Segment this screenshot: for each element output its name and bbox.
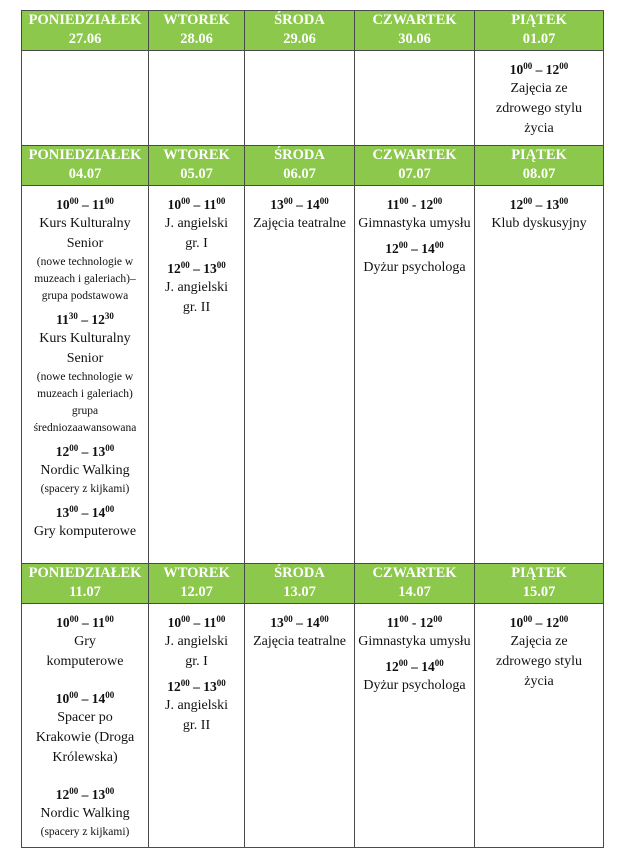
- day-name: ŚRODA: [274, 565, 325, 581]
- event-time: [248, 196, 351, 214]
- week-body-row: [22, 51, 604, 146]
- time-minutes: 00: [216, 260, 226, 270]
- time-minutes: 00: [319, 614, 329, 624]
- event-title: Gimnastyka umysłu: [358, 216, 471, 231]
- day-header-wtorek: [149, 564, 245, 604]
- time-hour: 13: [55, 505, 70, 520]
- day-name: ŚRODA: [274, 147, 325, 163]
- day-date: 30.06: [398, 31, 431, 47]
- day-name: PONIEDZIAŁEK: [28, 147, 142, 163]
- time-minutes: 00: [181, 614, 191, 624]
- day-header-sroda: [245, 564, 355, 604]
- time-minutes: 00: [559, 614, 569, 624]
- time-minutes: 00: [180, 260, 190, 270]
- time-minutes: 00: [69, 614, 79, 624]
- time-hour: 12: [545, 62, 560, 77]
- time-minutes: 30: [68, 311, 78, 321]
- event-title: J. angielski gr. II: [165, 280, 228, 315]
- day-cell-poniedzialek: [22, 604, 149, 848]
- time-minutes: 00: [180, 678, 190, 688]
- event-title: Gry komputerowe: [46, 634, 124, 669]
- time-hour: 12: [419, 615, 434, 630]
- day-header-poniedzialek: [22, 146, 149, 186]
- event-entry: [485, 61, 593, 139]
- time-separator: –: [78, 505, 92, 520]
- time-separator: –: [292, 615, 307, 630]
- event-entry: [33, 311, 137, 437]
- event-title: Zajęcia teatralne: [253, 634, 346, 649]
- event-title: J. angielski gr. I: [165, 216, 228, 251]
- time-hour: 11: [203, 615, 217, 630]
- event-time: [485, 61, 593, 79]
- time-minutes: 00: [283, 614, 293, 624]
- weekly-schedule: [21, 10, 603, 838]
- event-entry: [358, 658, 471, 696]
- time-hour: 14: [421, 659, 435, 674]
- time-separator: –: [190, 197, 204, 212]
- event-time: [33, 443, 137, 461]
- event-time: [33, 196, 137, 214]
- time-separator: –: [78, 691, 92, 706]
- event-entry: [358, 240, 471, 278]
- event-note: (spacery z kijkami): [40, 483, 130, 495]
- day-cell-czwartek: [355, 604, 475, 848]
- event-title: Zajęcia teatralne: [253, 216, 346, 231]
- event-time: [164, 260, 230, 278]
- time-hour: 11: [203, 197, 217, 212]
- time-hour: 11: [92, 197, 105, 212]
- event-entry: [358, 614, 471, 652]
- event-title: Gry komputerowe: [33, 524, 137, 539]
- time-hour: 12: [55, 787, 70, 802]
- time-minutes: 00: [69, 690, 79, 700]
- time-separator: -: [408, 615, 420, 630]
- time-hour: 12: [167, 679, 181, 694]
- week-body-row: [22, 604, 604, 848]
- time-minutes: 00: [105, 504, 115, 514]
- day-date: 28.06: [180, 31, 213, 47]
- time-minutes: 00: [399, 614, 409, 624]
- week-header-row: [22, 11, 604, 51]
- event-entry: [248, 614, 351, 652]
- event-entry: [164, 260, 230, 318]
- day-header-wtorek: [149, 11, 245, 51]
- time-minutes: 00: [181, 196, 191, 206]
- day-date: 13.07: [283, 584, 316, 600]
- time-hour: 12: [385, 659, 399, 674]
- event-time: [164, 614, 230, 632]
- day-header-czwartek: [355, 146, 475, 186]
- time-hour: 13: [270, 197, 284, 212]
- event-time: [358, 196, 471, 214]
- event-time: [358, 240, 471, 258]
- event-entry: [164, 196, 230, 254]
- time-separator: –: [532, 615, 546, 630]
- day-header-czwartek: [355, 564, 475, 604]
- day-header-piatek: [475, 564, 604, 604]
- day-cell-poniedzialek: [22, 51, 149, 146]
- day-header-sroda: [245, 11, 355, 51]
- time-minutes: 00: [69, 196, 79, 206]
- time-hour: 12: [167, 261, 181, 276]
- time-hour: 10: [167, 615, 182, 630]
- day-date: 27.06: [68, 31, 102, 47]
- time-hour: 10: [509, 62, 524, 77]
- event-time: [358, 658, 471, 676]
- day-date: 04.07: [68, 166, 102, 182]
- day-date: 29.06: [283, 31, 316, 47]
- day-name: WTOREK: [163, 12, 230, 28]
- time-hour: 13: [270, 615, 284, 630]
- event-entry: [478, 196, 600, 234]
- event-time: [35, 690, 135, 708]
- day-cell-piatek: [475, 51, 604, 146]
- time-minutes: 00: [559, 196, 569, 206]
- time-hour: 11: [386, 615, 400, 630]
- time-minutes: 30: [104, 311, 114, 321]
- day-date: 12.07: [180, 584, 213, 600]
- event-title: Zajęcia ze zdrowego stylu życia: [496, 634, 582, 689]
- time-minutes: 00: [434, 240, 444, 250]
- time-hour: 14: [306, 615, 320, 630]
- day-date: 11.07: [69, 584, 101, 600]
- day-header-piatek: [475, 146, 604, 186]
- day-date: 05.07: [180, 166, 213, 182]
- event-time: [35, 614, 135, 632]
- time-separator: –: [78, 444, 92, 459]
- event-entry: [35, 614, 135, 672]
- day-name: PONIEDZIAŁEK: [28, 12, 142, 28]
- day-header-piatek: [475, 11, 604, 51]
- time-hour: 10: [167, 197, 182, 212]
- event-entry: [164, 678, 230, 736]
- event-title: Dyżur psychologa: [363, 260, 466, 275]
- day-name: WTOREK: [163, 147, 230, 163]
- event-title: Nordic Walking: [40, 806, 130, 821]
- week-body-row: [22, 186, 604, 564]
- time-separator: –: [189, 261, 204, 276]
- day-header-poniedzialek: [22, 564, 149, 604]
- week-header-row: [22, 146, 604, 186]
- time-minutes: 00: [398, 658, 408, 668]
- event-title: J. angielski gr. II: [165, 698, 228, 733]
- time-minutes: 00: [105, 786, 115, 796]
- time-hour: 14: [91, 691, 106, 706]
- time-minutes: 00: [283, 196, 293, 206]
- time-separator: –: [78, 197, 93, 212]
- day-name: CZWARTEK: [372, 147, 457, 163]
- event-entry: [485, 614, 593, 692]
- event-entry: [35, 690, 135, 768]
- time-hour: 13: [91, 787, 106, 802]
- day-cell-sroda: [245, 51, 355, 146]
- day-cell-sroda: [245, 604, 355, 848]
- event-entry: [248, 196, 351, 234]
- time-minutes: 00: [523, 61, 533, 71]
- time-minutes: 00: [399, 196, 409, 206]
- time-separator: –: [407, 241, 422, 256]
- event-entry: [33, 443, 137, 498]
- day-name: ŚRODA: [274, 12, 325, 28]
- time-hour: 14: [421, 241, 435, 256]
- day-cell-piatek: [475, 604, 604, 848]
- time-separator: –: [78, 787, 92, 802]
- event-title: Kurs Kulturalny Senior: [39, 331, 131, 366]
- time-hour: 10: [509, 615, 524, 630]
- event-entry: [33, 196, 137, 305]
- time-minutes: 00: [398, 240, 408, 250]
- day-cell-wtorek: [149, 604, 245, 848]
- time-hour: 14: [91, 505, 106, 520]
- time-separator: –: [292, 197, 307, 212]
- event-title: Kurs Kulturalny Senior: [39, 216, 131, 251]
- day-cell-poniedzialek: [22, 186, 149, 564]
- day-date: 15.07: [522, 584, 556, 600]
- time-minutes: 00: [523, 196, 533, 206]
- event-time: [33, 311, 137, 329]
- time-hour: 13: [545, 197, 560, 212]
- event-title: J. angielski gr. I: [165, 634, 228, 669]
- time-hour: 10: [55, 691, 70, 706]
- time-minutes: 00: [69, 786, 79, 796]
- time-minutes: 00: [523, 614, 533, 624]
- time-separator: –: [189, 679, 204, 694]
- event-title: Zajęcia ze zdrowego stylu życia: [496, 81, 582, 136]
- event-title: Nordic Walking: [40, 463, 130, 478]
- time-hour: 10: [56, 197, 70, 212]
- day-name: PONIEDZIAŁEK: [28, 565, 142, 581]
- event-entry: [35, 786, 135, 841]
- time-hour: 13: [91, 444, 106, 459]
- time-minutes: 00: [433, 196, 443, 206]
- day-cell-wtorek: [149, 51, 245, 146]
- time-minutes: 00: [104, 196, 114, 206]
- event-time: [33, 504, 137, 522]
- time-hour: 11: [386, 197, 400, 212]
- day-name: PIĄTEK: [511, 565, 567, 581]
- time-minutes: 00: [69, 504, 79, 514]
- event-time: [478, 196, 600, 214]
- event-entry: [164, 614, 230, 672]
- day-header-czwartek: [355, 11, 475, 51]
- day-header-sroda: [245, 146, 355, 186]
- event-title: Dyżur psychologa: [363, 678, 466, 693]
- time-minutes: 00: [216, 614, 226, 624]
- time-minutes: 00: [69, 443, 79, 453]
- time-hour: 12: [509, 197, 524, 212]
- time-minutes: 00: [105, 690, 115, 700]
- time-hour: 11: [56, 312, 69, 327]
- time-separator: –: [78, 615, 93, 630]
- time-hour: 13: [203, 679, 217, 694]
- event-title: Gimnastyka umysłu: [358, 634, 471, 649]
- day-cell-piatek: [475, 186, 604, 564]
- day-name: CZWARTEK: [372, 565, 457, 581]
- time-minutes: 00: [105, 443, 115, 453]
- time-minutes: 00: [319, 196, 329, 206]
- time-separator: –: [77, 312, 92, 327]
- time-hour: 12: [419, 197, 434, 212]
- event-time: [164, 196, 230, 214]
- event-time: [485, 614, 593, 632]
- time-separator: -: [408, 197, 420, 212]
- event-time: [358, 614, 471, 632]
- day-cell-czwartek: [355, 186, 475, 564]
- time-hour: 11: [92, 615, 105, 630]
- day-name: PIĄTEK: [511, 12, 567, 28]
- day-header-poniedzialek: [22, 11, 149, 51]
- schedule-table: [21, 10, 604, 848]
- day-header-wtorek: [149, 146, 245, 186]
- day-name: WTOREK: [163, 565, 230, 581]
- time-separator: –: [190, 615, 204, 630]
- event-note: (spacery z kijkami): [40, 826, 130, 838]
- time-hour: 14: [306, 197, 320, 212]
- day-cell-wtorek: [149, 186, 245, 564]
- event-entry: [33, 504, 137, 542]
- event-entry: [358, 196, 471, 234]
- time-minutes: 00: [559, 61, 569, 71]
- event-note: (nowe technologie w muzeach i galeriach) grupa średniozaawansowana: [33, 371, 137, 434]
- time-hour: 13: [203, 261, 217, 276]
- time-hour: 12: [545, 615, 560, 630]
- day-name: PIĄTEK: [511, 147, 567, 163]
- time-minutes: 00: [216, 196, 226, 206]
- day-date: 01.07: [522, 31, 556, 47]
- time-separator: –: [532, 62, 546, 77]
- time-hour: 12: [385, 241, 399, 256]
- time-hour: 12: [55, 444, 70, 459]
- time-separator: –: [532, 197, 546, 212]
- event-title: Spacer po Krakowie (Droga Królewska): [35, 710, 135, 765]
- time-minutes: 00: [433, 614, 443, 624]
- day-date: 07.07: [398, 166, 431, 182]
- time-separator: –: [407, 659, 422, 674]
- time-minutes: 00: [104, 614, 114, 624]
- event-note: (nowe technologie w muzeach i galeriach)– grupa podstawowa: [34, 256, 136, 302]
- day-date: 14.07: [398, 584, 431, 600]
- day-name: CZWARTEK: [372, 12, 457, 28]
- day-date: 08.07: [522, 166, 556, 182]
- day-date: 06.07: [283, 166, 316, 182]
- event-title: Klub dyskusyjny: [491, 216, 587, 231]
- event-time: [248, 614, 351, 632]
- event-time: [35, 786, 135, 804]
- event-time: [164, 678, 230, 696]
- time-minutes: 00: [434, 658, 444, 668]
- time-hour: 10: [56, 615, 70, 630]
- day-cell-sroda: [245, 186, 355, 564]
- time-minutes: 00: [216, 678, 226, 688]
- time-hour: 12: [91, 312, 105, 327]
- day-cell-czwartek: [355, 51, 475, 146]
- week-header-row: [22, 564, 604, 604]
